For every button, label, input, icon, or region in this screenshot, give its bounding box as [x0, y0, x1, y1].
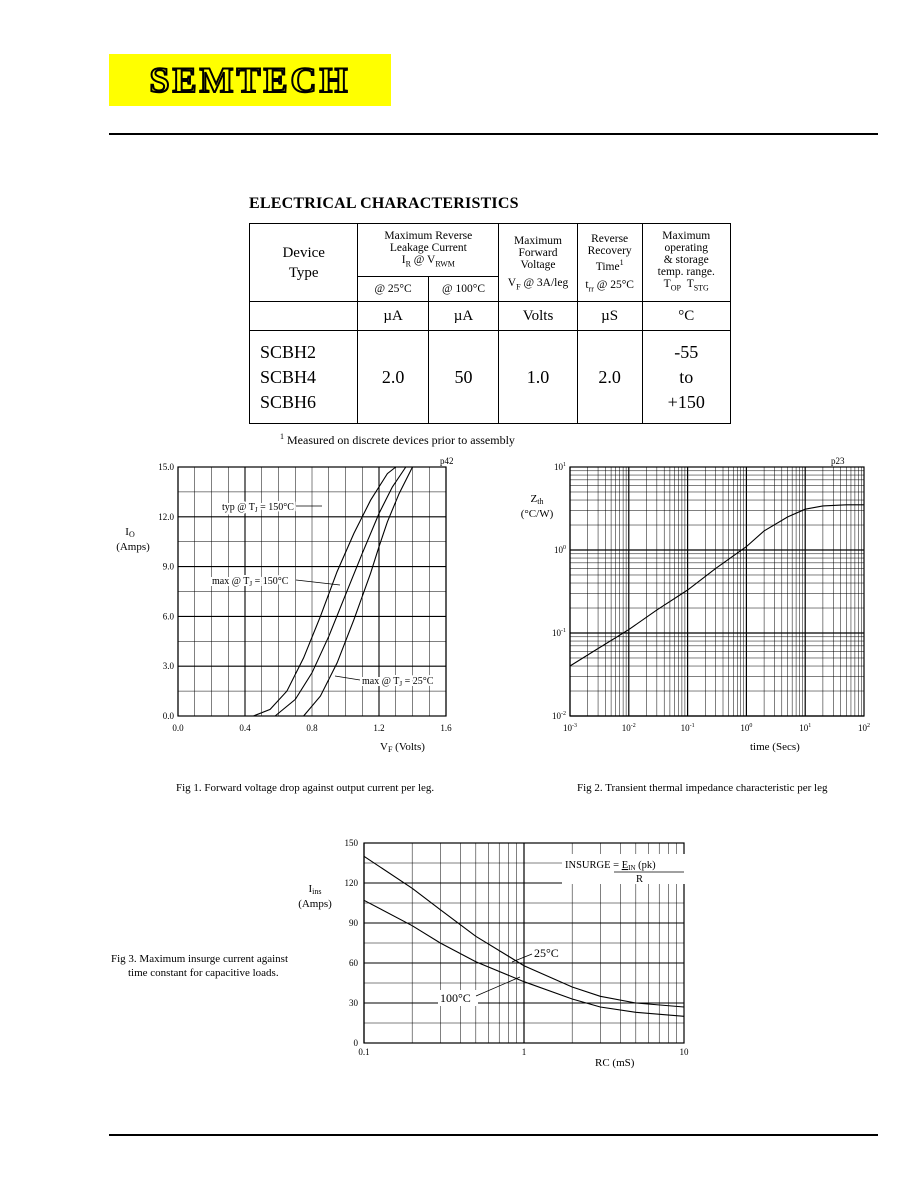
x-tick-label: 0.8: [306, 723, 318, 733]
fig3-ylabel: Iins: [308, 883, 322, 896]
fig3-insurge-current-chart: [280, 830, 700, 1075]
y-tick-label: 0.0: [162, 711, 174, 721]
electrical-characteristics-table: [249, 223, 731, 424]
fig2-thermal-impedance-chart: [515, 450, 885, 760]
value-trr: 2.0: [577, 331, 642, 424]
x-tick-label: 0.1: [358, 1047, 370, 1057]
leakage-100c-header: @ 100°C: [428, 277, 498, 302]
leakage-header: Maximum Reverse Leakage Current $I_R$ @ $V_{RWM}$: [358, 224, 499, 277]
fig1-forward-voltage-chart: [100, 450, 500, 760]
svg-text:R: R: [636, 874, 644, 885]
y-tick-label: 60: [349, 958, 358, 968]
device-name: SCBH2: [260, 341, 317, 362]
fig3-ylabel-unit: (Amps): [298, 898, 332, 910]
plot-frame: [570, 467, 864, 716]
y-tick-label: 150: [344, 838, 358, 848]
semtech-logo-mark: [109, 54, 391, 106]
device-unit-cell: [250, 302, 358, 331]
leakage-25c-header: @ 25°C: [358, 277, 428, 302]
y-tick-label: 12.0: [158, 511, 174, 522]
y-tick-label: 3.0: [162, 661, 174, 672]
y-tick-label: 90: [349, 918, 358, 928]
unit-vf: Volts: [499, 302, 578, 331]
fig2-caption: Fig 2. Transient thermal impedance characteristic per leg: [577, 782, 828, 794]
fig2-ylabel-unit: (°C/W): [520, 508, 554, 520]
fig3-xlabel: RC (mS): [595, 1057, 635, 1069]
y-tick-label: 15.0: [158, 462, 174, 472]
fig3-formula: [562, 854, 692, 885]
fig2-series-line-0: [570, 505, 864, 666]
tick-label: $10^{-2}$: [552, 711, 566, 721]
x-tick-label: 0.0: [172, 723, 184, 733]
value-vf: 1.0: [499, 331, 578, 424]
x-tick-label: 10: [679, 1047, 689, 1057]
y-tick-label: 120: [344, 878, 358, 888]
fig3-label-100c: 100°C: [440, 991, 471, 1005]
fig1-ticks: [158, 462, 452, 733]
tick-label: $10^{-1}$: [680, 723, 695, 733]
fig2-grid: [570, 467, 864, 716]
value-temp-range: -55 to +150: [642, 331, 730, 424]
y-tick-label: 30: [349, 998, 358, 1008]
tick-label: $10^2$: [858, 723, 870, 733]
fig1-caption: Fig 1. Forward voltage drop against output current per leg.: [176, 782, 435, 794]
tick-label: $10^{-3}$: [563, 723, 577, 733]
fig3-label-25c: 25°C: [534, 946, 559, 960]
unit-temp: °C: [642, 302, 730, 331]
y-tick-label: 9.0: [162, 561, 174, 572]
x-tick-label: 1.2: [373, 723, 385, 733]
header-rule: [109, 133, 878, 135]
value-leak-25: 2.0: [358, 331, 428, 424]
unit-leak-25: µA: [358, 302, 428, 331]
tick-label: $10^0$: [554, 545, 566, 555]
fig2-tag: p23: [831, 456, 845, 466]
footnote: $^1$ Measured on discrete devices prior to assembly: [280, 432, 515, 447]
forward-voltage-header: Maximum Forward Voltage $V_F$ @ 3A/leg: [499, 224, 578, 302]
x-tick-label: 1: [521, 1047, 527, 1057]
device-type-header: Device Type: [250, 224, 358, 302]
tick-label: $10^1$: [554, 462, 566, 472]
device-name: SCBH4: [260, 366, 317, 387]
fig3-caption: Fig 3. Maximum insurge current against time constant for capacitive loads.: [111, 953, 288, 979]
tick-label: $10^{-2}$: [621, 723, 636, 733]
fig2-ticks: [552, 462, 870, 733]
unit-trr: µS: [577, 302, 642, 331]
recovery-time-header: Reverse Recovery Time$^1$ $t_{rr}$ @ 25°C: [577, 224, 642, 302]
fig1-annotation-typ150: typ @ $T_J = 150^\circ C$: [222, 502, 294, 514]
footer-rule: [109, 1134, 878, 1136]
section-title: ELECTRICAL CHARACTERISTICS: [249, 195, 519, 212]
fig1-ylabel: IO: [125, 526, 135, 539]
fig1-tag: p42: [440, 456, 454, 466]
tick-label: $10^1$: [799, 723, 812, 733]
device-list: [250, 331, 358, 424]
x-tick-label: 1.6: [440, 723, 452, 733]
unit-leak-100: µA: [428, 302, 498, 331]
y-tick-label: 6.0: [162, 611, 174, 622]
svg-text:INSURGE = EIN (pk): INSURGE = EIN (pk): [565, 860, 656, 872]
logo-text: SEMTECH: [149, 60, 351, 100]
tick-label: $10^0$: [740, 723, 753, 733]
semtech-logo: [109, 54, 391, 106]
fig1-annotation-max25: max @ $T_J = 25^\circ C$: [362, 676, 434, 688]
tick-label: $10^{-1}$: [552, 628, 566, 638]
fig1-ylabel-unit: (Amps): [116, 541, 150, 553]
temperature-range-header: Maximum operating & storage temp. range. $T_{OP}$ $T_{STG}$: [642, 224, 730, 302]
value-leak-100: 50: [428, 331, 498, 424]
fig2-curves: [570, 505, 864, 666]
y-tick-label: 0: [353, 1038, 358, 1048]
fig2-ylabel: Zth: [530, 493, 544, 506]
fig1-xlabel: VF (Volts): [380, 741, 425, 754]
device-name: SCBH6: [260, 391, 317, 412]
fig2-xlabel: time (Secs): [750, 741, 800, 753]
x-tick-label: 0.4: [239, 723, 251, 733]
fig1-annotation-max150: max @ $T_J = 150^\circ C$: [212, 576, 289, 588]
